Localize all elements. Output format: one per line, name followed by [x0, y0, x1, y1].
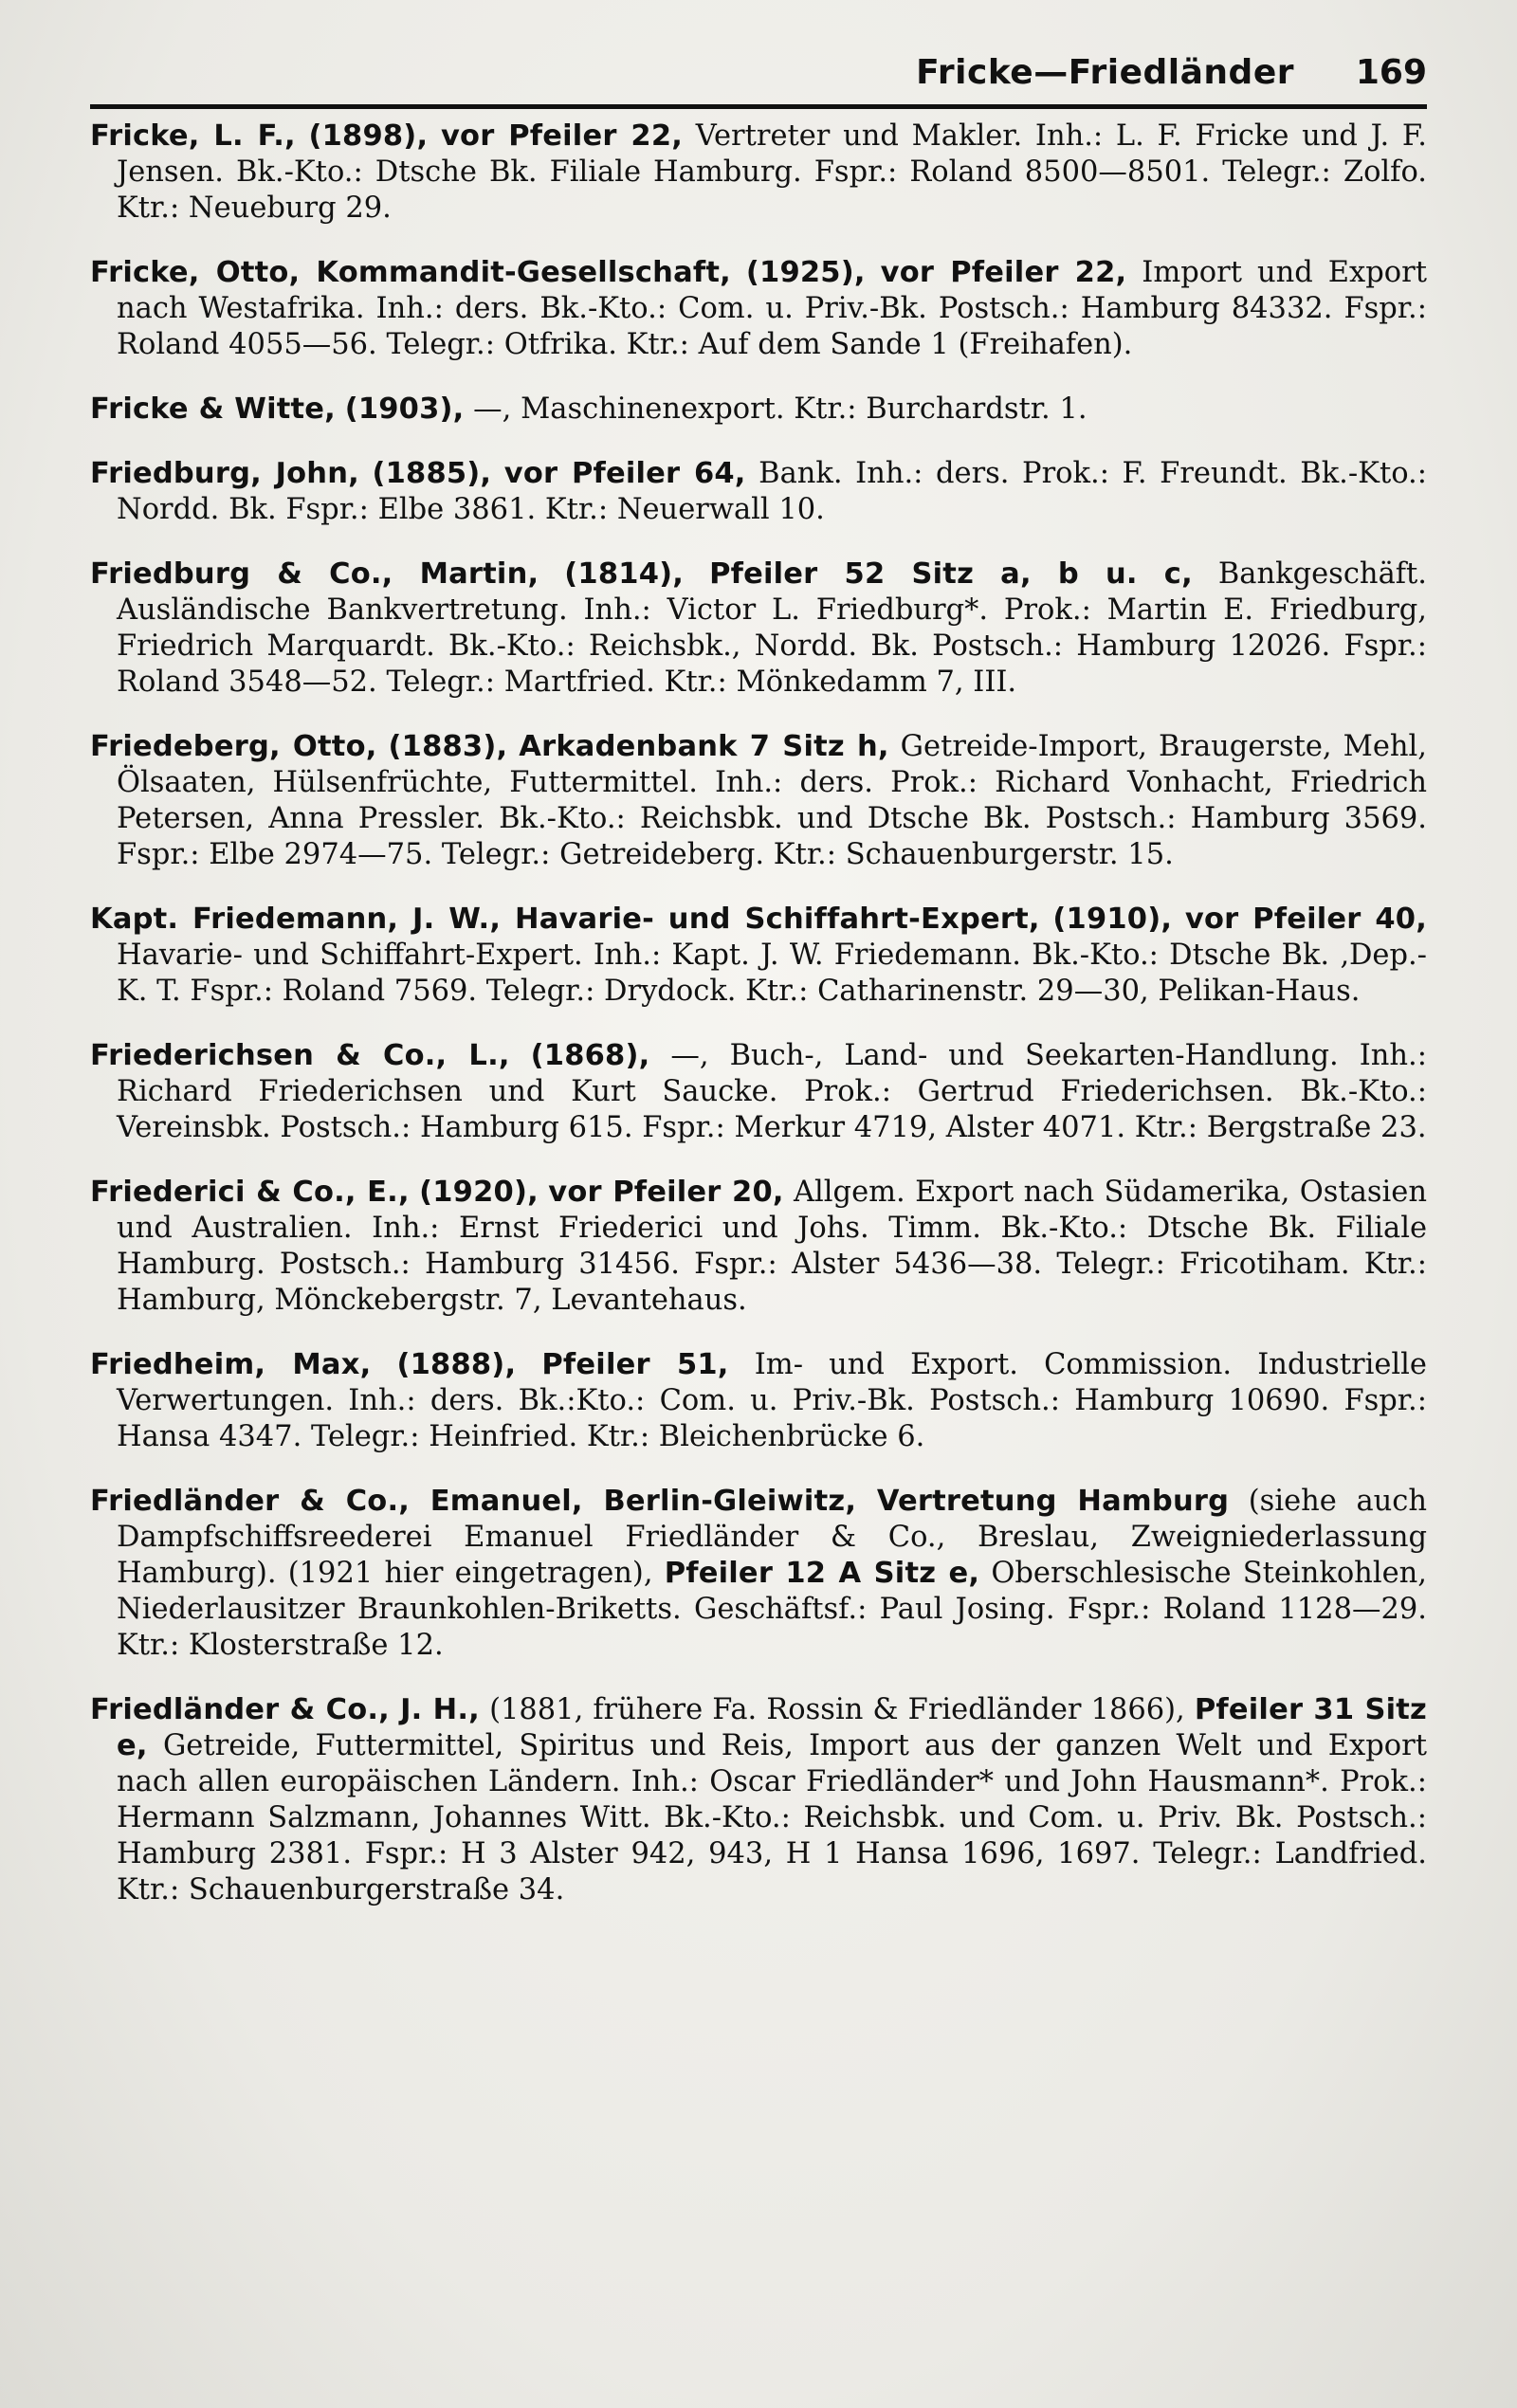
- entry-name: Friederici & Co., E.,: [90, 1176, 410, 1209]
- entry-address: —,: [473, 392, 512, 426]
- directory-entry: [90, 119, 1427, 227]
- entry-address: —,: [670, 1039, 709, 1072]
- page-number: 169: [1355, 53, 1427, 92]
- entry-year: (1885),: [372, 457, 492, 490]
- directory-entry: [90, 729, 1427, 873]
- entry-name: Friedburg, John,: [90, 457, 359, 490]
- entry-text: Buch-, Land- und Seekarten-Handlung. Inh.: Richard Friederichsen und Kurt Saucke. Prok.: Gertrud Friederichsen. Bk.-Kto.: Vereinsbk. Postsch.: Hamburg 615. Fspr.: Merkur 4719, Alster 4071. Ktr.: Bergstraße 23.: [117, 1039, 1427, 1144]
- entry-address: vor Pfeiler 22,: [880, 256, 1127, 289]
- directory-entry: [90, 255, 1427, 363]
- directory-entry: [90, 392, 1427, 428]
- entry-address: Arkadenbank 7 Sitz h,: [519, 730, 889, 763]
- entry-name: Fricke, Otto, Kommandit-Gesellschaft,: [90, 256, 731, 289]
- entry-text: Allgem. Export nach Südamerika, Ostasien und Australien. Inh.: Ernst Friederici und Johs. Timm. Bk.-Kto.: Dtsche Bk. Filiale Hamburg. Postsch.: Hamburg 31456. Fspr.: Alster 5436—38. Telegr.: Fricotiham. Ktr.: Hamburg, Mönckebergstr. 7, Levantehaus.: [117, 1176, 1427, 1317]
- directory-entry: [90, 1175, 1427, 1319]
- entry-address: vor Pfeiler 40,: [1184, 903, 1427, 936]
- entry-text: Havarie- und Schiffahrt-Expert. Inh.: Kapt. J. W. Friedemann. Bk.-Kto.: Dtsche Bk. ‚Dep.-K. T. Fspr.: Roland 7569. Telegr.: Drydock. Ktr.: Catharinenstr. 29—30, Pelikan-Haus.: [117, 939, 1427, 1008]
- entry-text: Bank. Inh.: ders. Prok.: F. Freundt. Bk.-Kto.: Nordd. Bk. Fspr.: Elbe 3861. Ktr.: Neuerwall 10.: [117, 457, 1428, 526]
- directory-entry: [90, 1347, 1427, 1455]
- entry-text: Bankgeschäft. Ausländische Bankvertretung. Inh.: Victor L. Friedburg*. Prok.: Martin E. Friedburg, Friedrich Marquardt. Bk.-Kto.: Reichsbk., Nordd. Bk. Postsch.: Hamburg 12026. Fspr.: Roland 3548—52. Telegr.: Martfried. Ktr.: Mönkedamm 7, III.: [117, 557, 1427, 699]
- entry-year: (1883),: [388, 730, 508, 763]
- entry-text: Oberschlesische Steinkohlen, Niederlausitzer Braunkohlen-Briketts. Geschäftsf.: Paul Josing. Fspr.: Roland 1128—29. Ktr.: Klosterstraße 12.: [117, 1557, 1427, 1662]
- entry-text: Vertreter und Makler. Inh.: L. F. Fricke und J. F. Jensen. Bk.-Kto.: Dtsche Bk. Filiale Hamburg. Fspr.: Roland 8500—8501. Telegr.: Zolfo. Ktr.: Neueburg 29.: [117, 119, 1428, 225]
- entry-year: (1881, frühere Fa. Rossin & Friedländer 1866),: [489, 1693, 1185, 1726]
- entry-year: (1898),: [308, 119, 429, 153]
- directory-entry: [90, 902, 1427, 1010]
- directory-entry: [90, 556, 1427, 701]
- entry-name: Friedeberg, Otto,: [90, 730, 377, 763]
- entry-year: (1910),: [1052, 903, 1173, 936]
- header-rule: [90, 104, 1427, 109]
- entry-address: vor Pfeiler 22,: [440, 119, 684, 153]
- entry-text: Getreide-Import, Braugerste, Mehl, Ölsaaten, Hülsenfrüchte, Futtermittel. Inh.: ders. Prok.: Richard Vonhacht, Friedrich Petersen, Anna Pressler. Bk.-Kto.: Reichsbk. und Dtsche Bk. Postsch.: Hamburg 3569. Fspr.: Elbe 2974—75. Telegr.: Getreideberg. Ktr.: Schauenburgerstr. 15.: [117, 730, 1427, 871]
- entry-name: Fricke, L. F.,: [90, 119, 296, 153]
- page-header: [90, 46, 1427, 112]
- entry-address: Pfeiler 51,: [541, 1348, 729, 1381]
- directory-entry: [90, 456, 1427, 528]
- entry-address: Pfeiler 52 Sitz a, b u. c,: [709, 557, 1193, 591]
- entry-year: (1920),: [419, 1176, 539, 1209]
- entry-name: Fricke & Witte,: [90, 392, 336, 426]
- entry-name: Friedländer & Co., J. H.,: [90, 1693, 480, 1726]
- entry-address: vor Pfeiler 64,: [503, 457, 746, 490]
- entry-year: (1925),: [745, 256, 866, 289]
- running-title: Fricke—Friedländer: [916, 53, 1294, 92]
- entry-address: vor Pfeiler 20,: [548, 1176, 784, 1209]
- entry-name: Friedländer & Co., Emanuel, Berlin-Gleiwitz, Vertretung Hamburg: [90, 1485, 1230, 1518]
- directory-entry: [90, 1484, 1427, 1664]
- directory-entry: [90, 1692, 1427, 1908]
- entry-year: (1814),: [564, 557, 685, 591]
- entry-address: Pfeiler 12 A Sitz e,: [664, 1557, 980, 1590]
- entry-year: (siehe auch Dampfschiffsreederei Emanuel Friedländer & Co., Breslau, Zweigniederlassung Hamburg). (1921 hier eingetragen),: [117, 1485, 1428, 1590]
- entry-address: Pfeiler 31 Sitz e,: [117, 1693, 1428, 1762]
- entry-name: Friedburg & Co., Martin,: [90, 557, 539, 591]
- directory-entry: [90, 1038, 1427, 1146]
- entry-text: Getreide, Futtermittel, Spiritus und Reis, Import aus der ganzen Welt und Export nach allen europäischen Ländern. Inh.: Oscar Friedländer* und John Hausmann*. Prok.: Hermann Salzmann, Johannes Witt. Bk.-Kto.: Reichsbk. und Com. u. Priv. Bk. Postsch.: Hamburg 2381. Fspr.: H 3 Alster 942, 943, H 1 Hansa 1696, 1697. Telegr.: Landfried. Ktr.: Schauenburgerstraße 34.: [117, 1729, 1427, 1906]
- entry-year: (1868),: [530, 1039, 650, 1072]
- entry-text: Maschinenexport. Ktr.: Burchardstr. 1.: [521, 392, 1087, 426]
- entry-text: Import und Export nach Westafrika. Inh.: ders. Bk.-Kto.: Com. u. Priv.-Bk. Postsch.: Hamburg 84332. Fspr.: Roland 4055—56. Telegr.: Otfrika. Ktr.: Auf dem Sande 1 (Freihafen).: [117, 256, 1427, 361]
- entry-name: Friederichsen & Co., L.,: [90, 1039, 510, 1072]
- entry-name: Friedheim, Max,: [90, 1348, 372, 1381]
- entry-text: Im- und Export. Commission. Industrielle Verwertungen. Inh.: ders. Bk.:Kto.: Com. u. Priv.-Bk. Postsch.: Hamburg 10690. Fspr.: Hansa 4347. Telegr.: Heinfried. Ktr.: Bleichenbrücke 6.: [117, 1348, 1427, 1453]
- entry-year: (1903),: [344, 392, 465, 426]
- entry-list: [90, 119, 1427, 1937]
- entry-name: Kapt. Friedemann, J. W., Havarie- und Schiffahrt-Expert,: [90, 903, 1040, 936]
- entry-year: (1888),: [396, 1348, 517, 1381]
